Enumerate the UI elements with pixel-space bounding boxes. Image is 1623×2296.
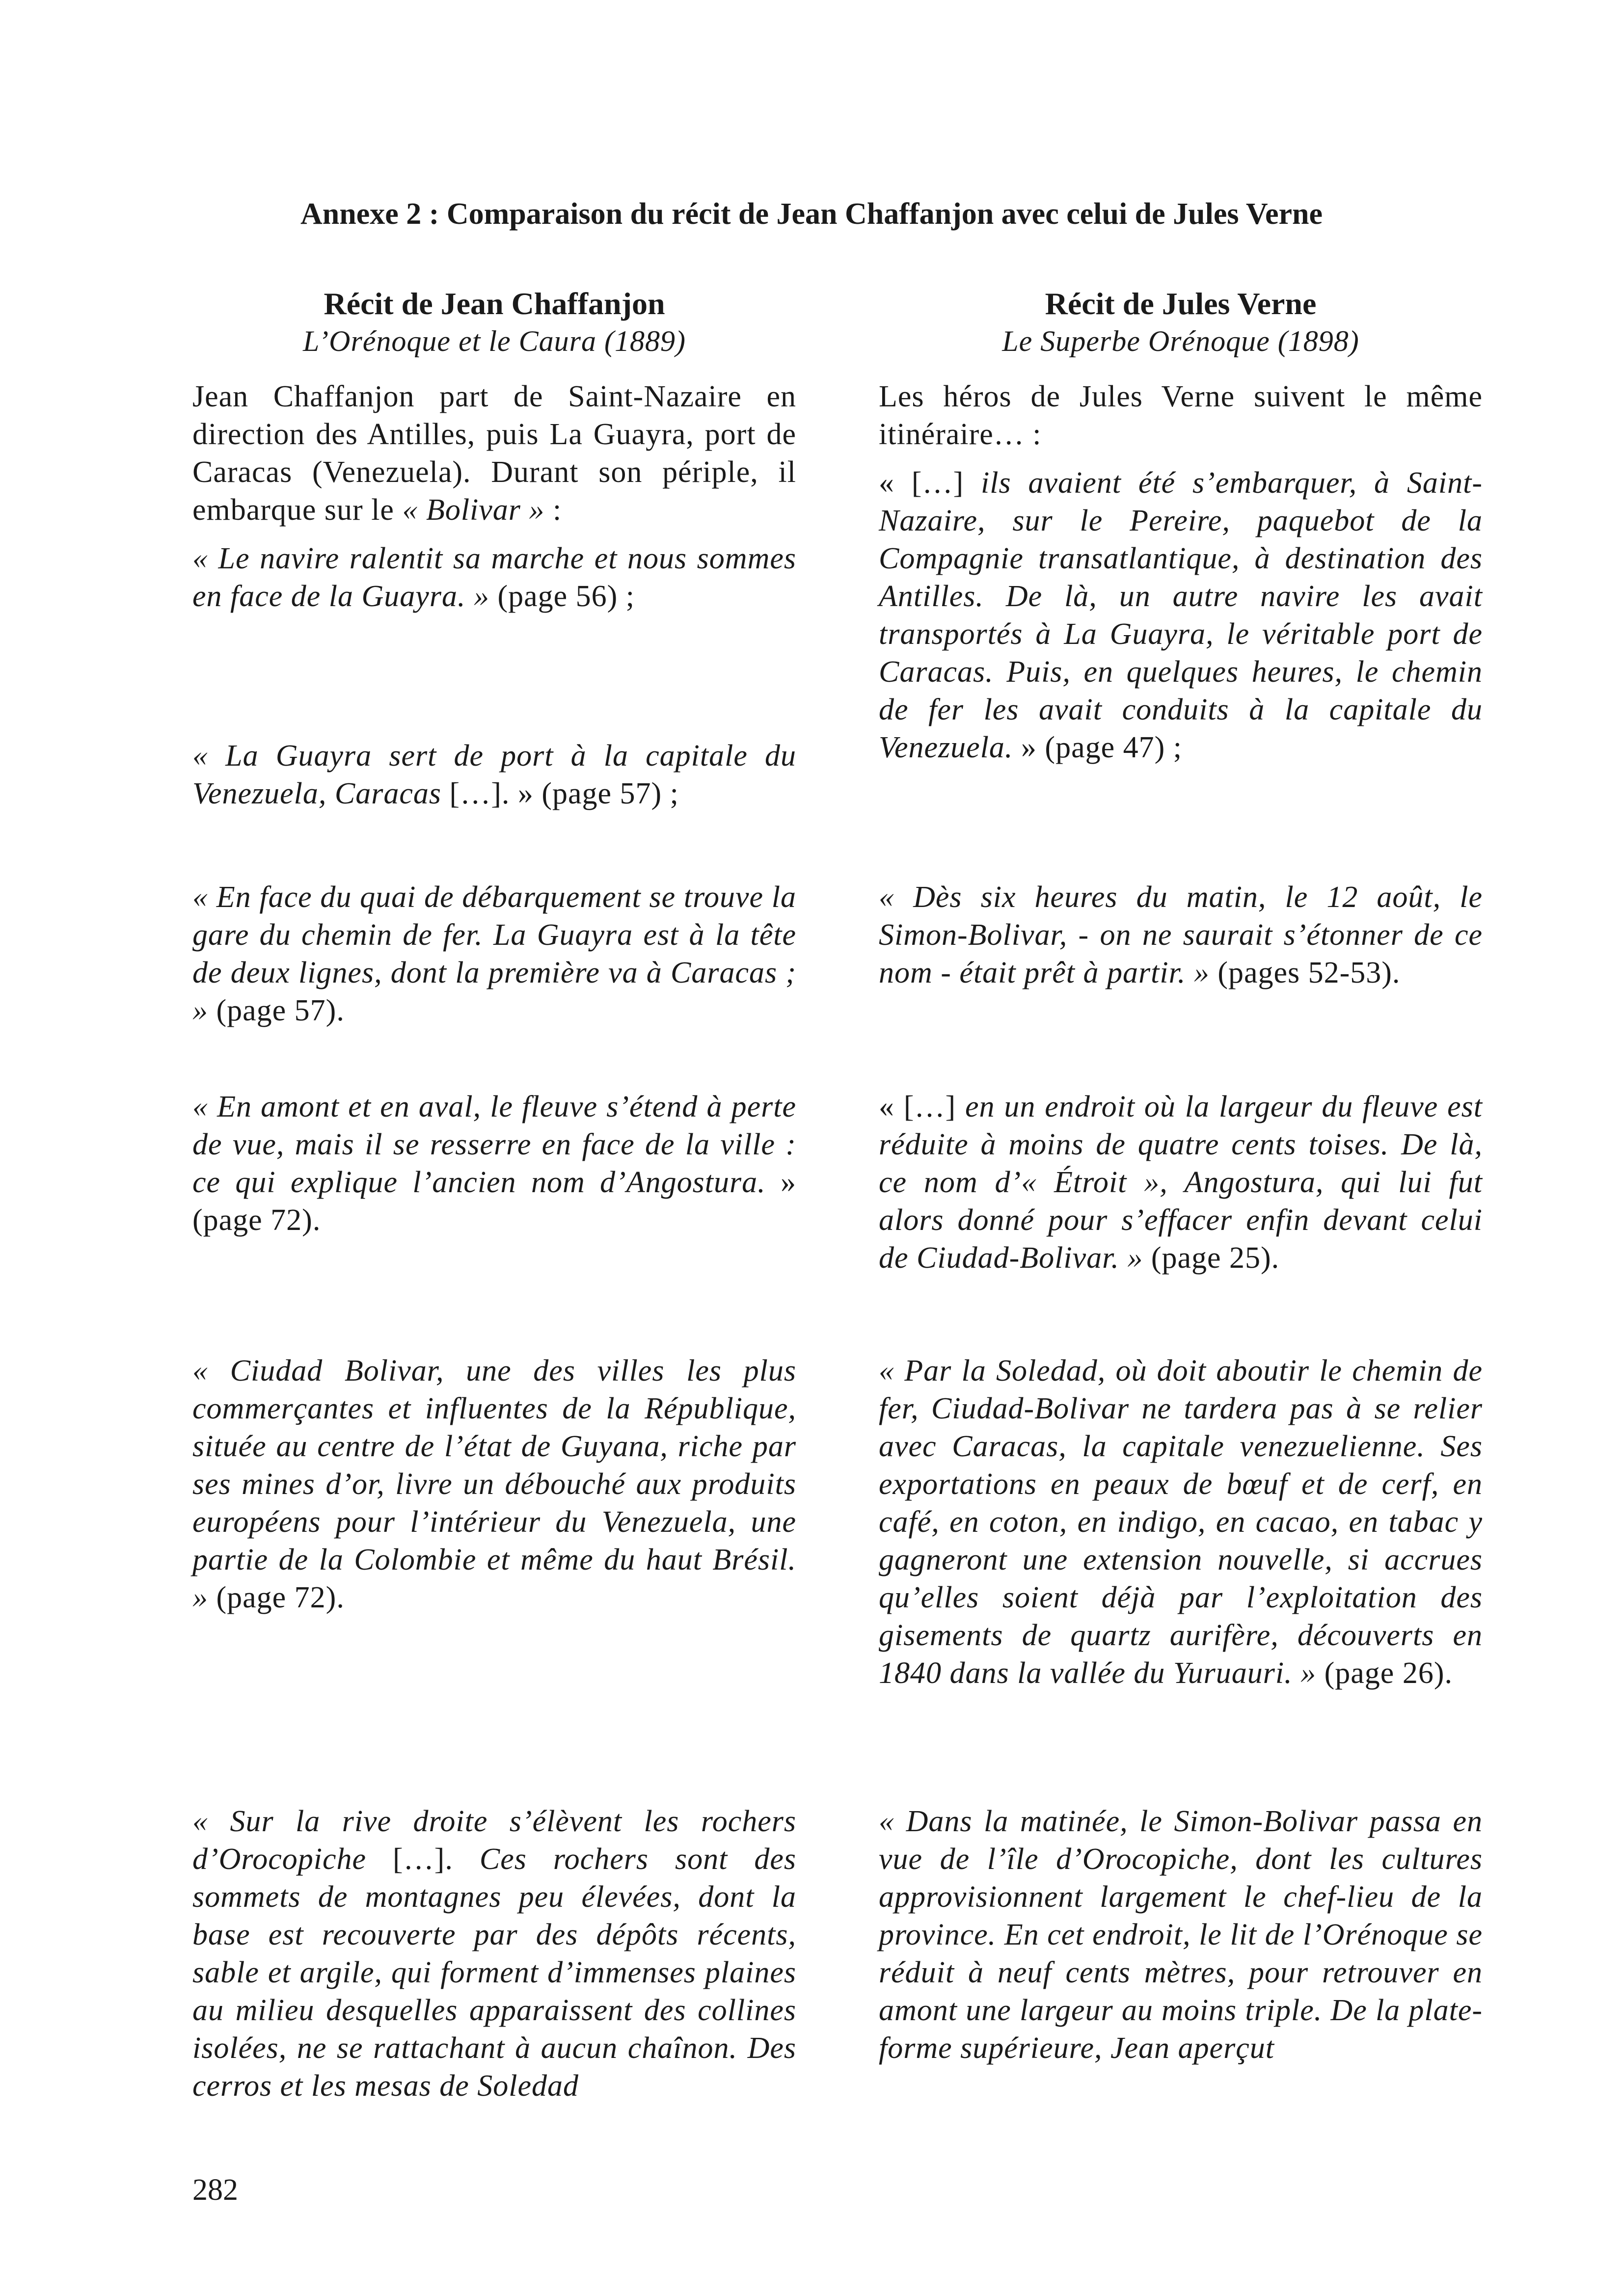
quote-block [879, 1088, 1483, 1288]
page-reference: (page 25). [1143, 1241, 1280, 1275]
column-subheading: Le Superbe Orénoque (1898) [1002, 325, 1359, 357]
column-heading: Récit de Jules Verne [1045, 286, 1317, 321]
quote-text: « Dans la matinée, le Simon-Bolivar passa en vue de l’île d’Orocopiche, dont les cultures approvisionnent largement le chef-lieu de la province. En cet endroit, le lit de l’Orénoque se réduit à neuf cents mètres, pour retrouver en amont une largeur au moins triple. De la plate-forme supérieure, Jean aperçut [879, 1805, 1483, 2065]
page-reference: » (page 47) ; [1013, 731, 1182, 764]
page-reference: (page 26). [1316, 1656, 1453, 1690]
quote-text: Ces rochers sont des sommets de montagnes peu élevées, dont la base est recouverte par des dépôts récents, sable et argile, qui forment d’immenses plaines au milieu desquelles apparaissent des collines isolées, ne se rattachant à aucun chaînon. Des cerros et les mesas de Soledad [192, 1842, 796, 2103]
quote-block [192, 1803, 796, 2116]
quote-block [192, 737, 796, 824]
column-header-chaffanjon [192, 285, 796, 363]
quote-block [192, 1352, 796, 1628]
ellipsis-marker: « […] [879, 466, 981, 500]
intro-emphasis: « Bolivar » [402, 493, 545, 527]
intro-paragraph [879, 378, 1483, 777]
quote-text: en un endroit où la largeur du fleuve est réduite à moins de quatre cents toises. De là, ce nom d’« Étroit », Angostura, qui lui fut alors donné pour s’effacer enfin devant celui de Ciudad-Bolivar. » [879, 1090, 1483, 1275]
page-number: 282 [192, 2173, 238, 2207]
quote-text: « Dès six heures du matin, le 12 août, le Simon-Bolivar, - on ne saurait s’étonner de ce nom - était prêt à partir. » [879, 881, 1483, 989]
column-heading: Récit de Jean Chaffanjon [324, 286, 665, 321]
quote-text: « En amont et en aval, le fleuve s’étend à perte de vue, mais il se resserre en face de la ville : ce qui explique l’ancien nom d’Angostura. [192, 1090, 796, 1199]
intro-paragraph [192, 378, 796, 626]
column-chaffanjon [192, 285, 796, 2103]
intro-text: Les héros de Jules Verne suivent le même itinéraire… : [879, 380, 1483, 451]
quote-text: « Par la Soledad, où doit aboutir le chemin de fer, Ciudad-Bolivar ne tardera pas à se relier avec Caracas, la capitale venezuelienne. Ses exportations en peaux de bœuf et de cerf, en café, en coton, en indigo, en cacao, en tabac y gagneront une extension nouvelle, si accrues qu’elles soient déjà par l’exploitation des gisements de quartz aurifère, découverts en 1840 dans la vallée du Yuruauri. » [879, 1354, 1483, 1690]
intro-end: : [544, 493, 562, 527]
quote-block [879, 1352, 1483, 1703]
quote-text: ils avaient été s’embarquer, à Saint-Nazaire, sur le Pereire, paquebot de la Compagnie transatlantique, à destination des Antilles. De là, un autre navire les avait transportés à La Guayra, le véritable port de Caracas. Puis, en quelques heures, le chemin de fer les avait conduits à la capitale du Venezuela. [879, 466, 1483, 764]
column-verne [879, 285, 1483, 2065]
page-reference: » (page 72). [192, 1166, 796, 1237]
page-reference: (page 56) ; [489, 580, 635, 613]
quote-block [879, 879, 1483, 1003]
page-title: Annexe 2 : Comparaison du récit de Jean Chaffanjon avec celui de Jules Verne [300, 197, 1323, 231]
quote-block [879, 1803, 1483, 2078]
page-reference: (page 72). [208, 1581, 345, 1614]
ellipsis-marker: […]. [366, 1842, 480, 1876]
intro-text: Jean Chaffanjon part de Saint-Nazaire en direction des Antilles, puis La Guayra, port de Caracas (Venezuela). Durant son périple, il embarque sur le [192, 380, 796, 527]
column-header-verne [879, 285, 1483, 363]
ellipsis-marker: « […] [879, 1090, 966, 1123]
page-reference: (page 57). [208, 994, 345, 1027]
quote-text: « La Guayra sert de port à la capitale du Venezuela, Caracas [192, 739, 796, 810]
quote-text: « En face du quai de débarquement se trouve la gare du chemin de fer. La Guayra est à la tête de deux lignes, dont la première va à Caracas ; » [192, 881, 796, 1027]
page-reference: (pages 52-53). [1209, 956, 1401, 989]
quote-text: « Le navire ralentit sa marche et nous sommes en face de la Guayra. » [192, 542, 796, 613]
column-subheading: L’Orénoque et le Caura (1889) [303, 325, 686, 357]
page-reference: […]. » (page 57) ; [441, 777, 679, 810]
quote-block [192, 879, 796, 1041]
quote-block [192, 1088, 796, 1250]
quote-text: « Sur la rive droite s’élèvent les rochers d’Orocopiche [192, 1805, 796, 1876]
quote-text: « Ciudad Bolivar, une des villes les plus commerçantes et influentes de la République, située au centre de l’état de Guyana, riche par ses mines d’or, livre un débouché aux produits européens pour l’intérieur du Venezuela, une partie de la Colombie et même du haut Brésil. » [192, 1354, 796, 1614]
